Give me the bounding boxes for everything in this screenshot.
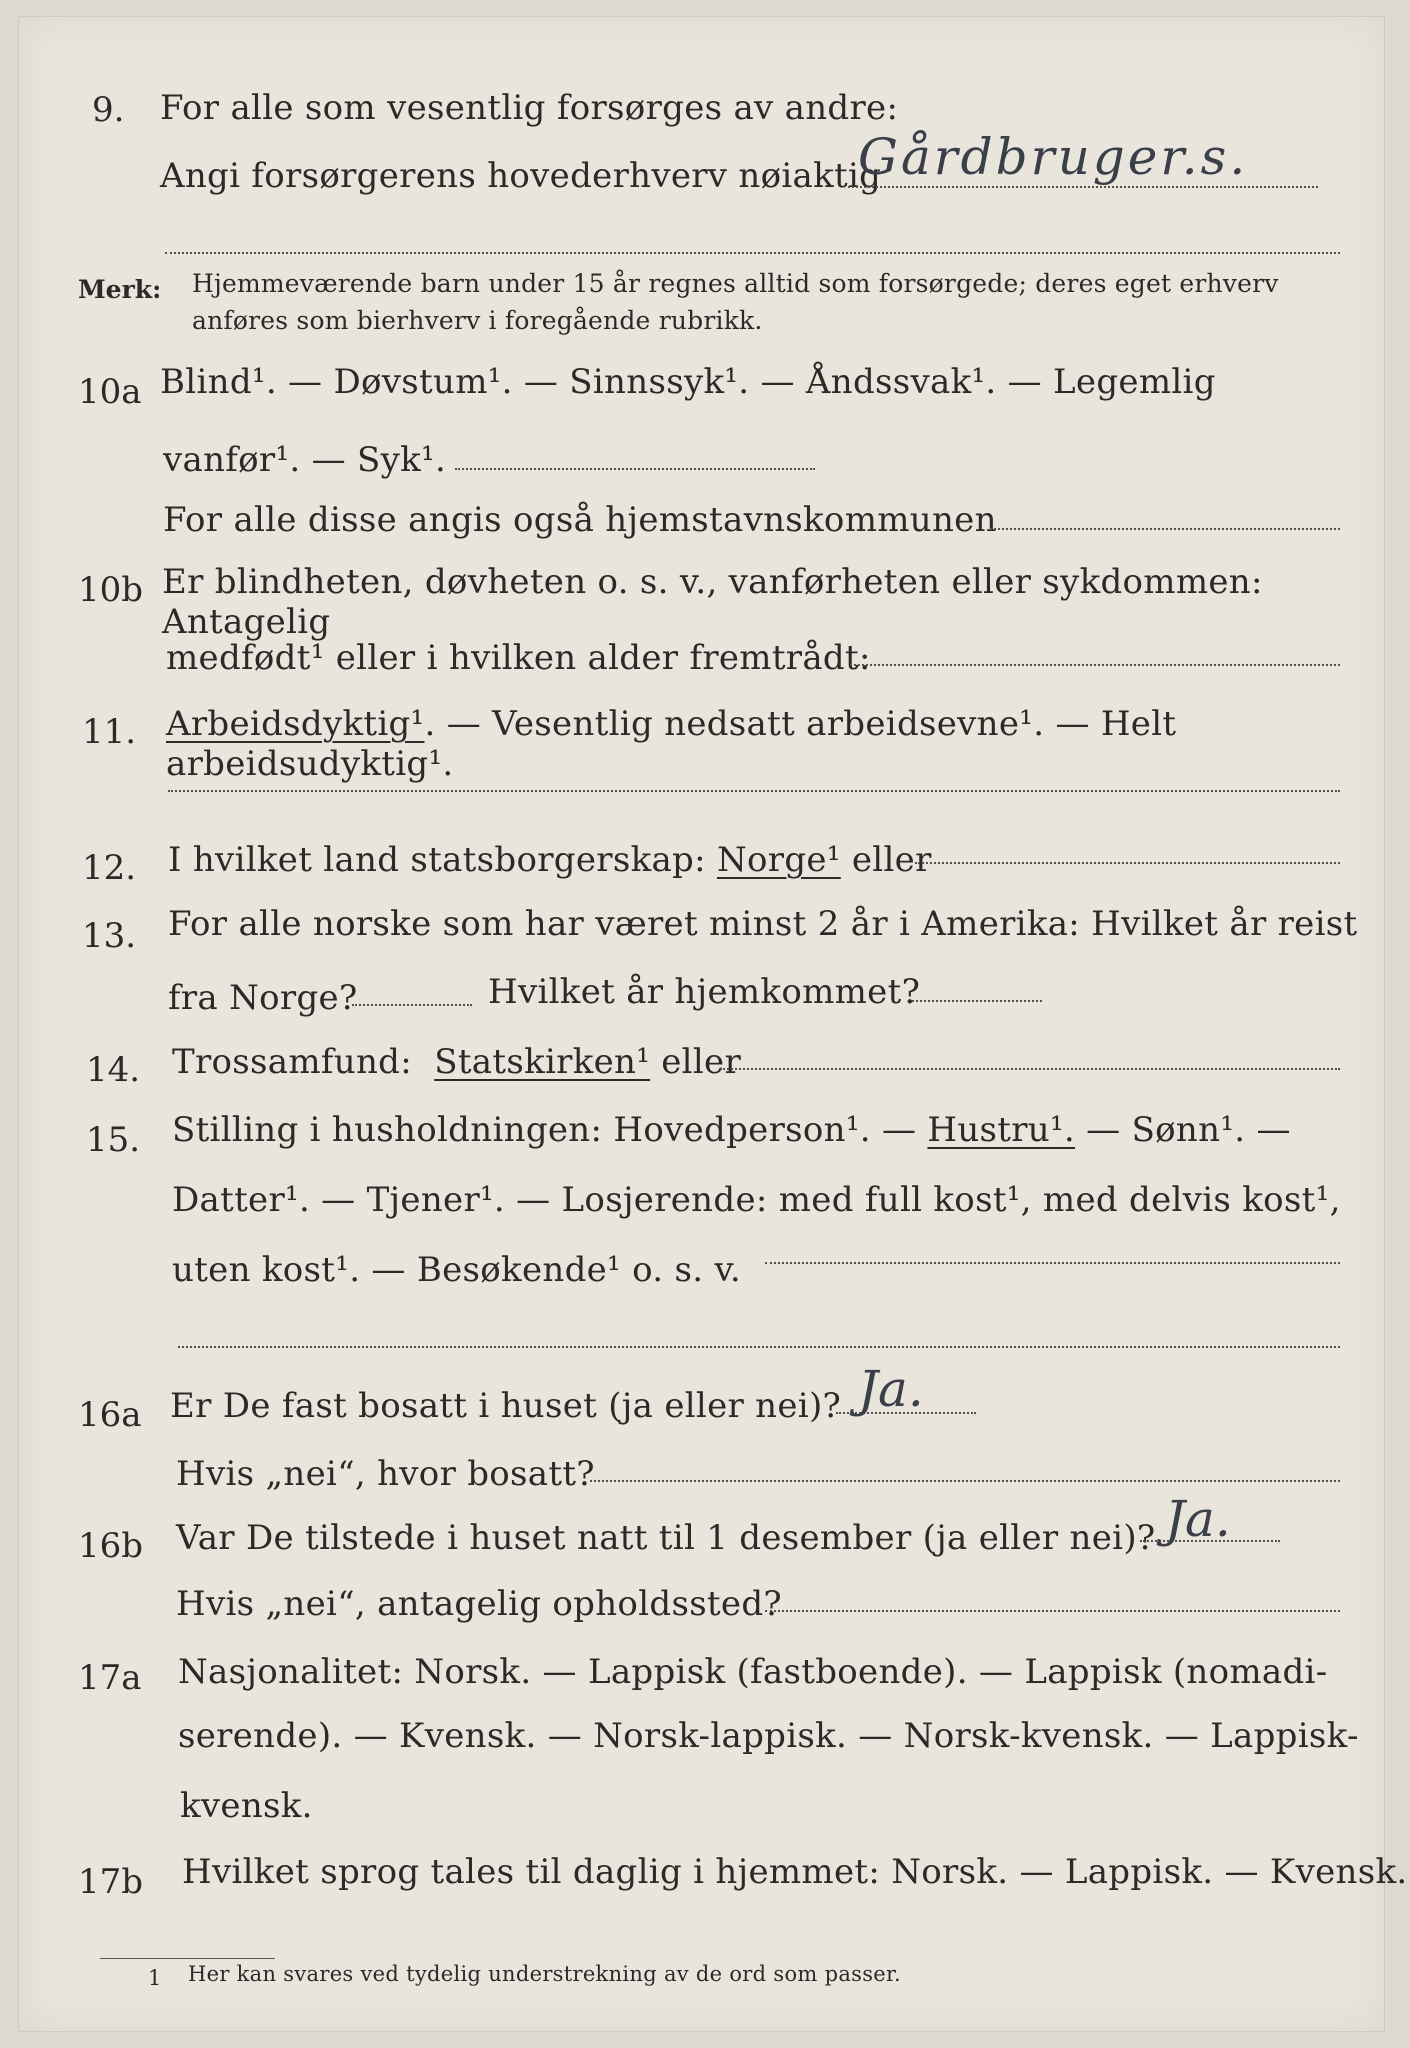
q12-label: I hvilket land statsborgerskap: — [168, 840, 706, 880]
q13-line2a: fra Norge? — [168, 978, 358, 1018]
q16a-line2: Hvis „nei“, hvor bosatt? — [176, 1454, 595, 1494]
question-number-15: 15. — [86, 1120, 141, 1160]
q9-extra-line — [165, 252, 1340, 254]
q11-text — [166, 704, 1409, 784]
question-number-10b: 10b — [78, 570, 144, 610]
question-number-11: 11. — [82, 712, 137, 752]
q10b-line1: Er blindheten, døvheten o. s. v., vanførheten eller sykdommen: Antagelig — [162, 562, 1263, 642]
q10a-line2: vanfør¹. — Syk¹. — [163, 440, 447, 480]
merk-label: Merk: — [78, 275, 162, 304]
q10b-line2: medfødt¹ eller i hvilken alder fremtrådt: — [166, 638, 871, 678]
q16b-handwritten-answer: Ja. — [1165, 1490, 1231, 1548]
question-number-12: 12. — [82, 848, 137, 888]
merk-line2: anføres som bierhverv i foregående rubrikk. — [192, 306, 763, 335]
q15-answer-line — [765, 1262, 1340, 1264]
q11-option-arbeidsdyktig: Arbeidsdyktig¹ — [166, 704, 425, 744]
question-number-17b: 17b — [78, 1862, 144, 1902]
q16a-line2-answer-line — [590, 1480, 1340, 1482]
q9-handwritten-answer: Gårdbruger.s. — [858, 128, 1249, 186]
q15-extra-line — [178, 1346, 1340, 1348]
q16b-line1: Var De tilstede i huset natt til 1 desember (ja eller nei)? — [176, 1518, 1156, 1558]
q12-tail: eller — [851, 840, 932, 880]
q15-line3: uten kost¹. — Besøkende¹ o. s. v. — [172, 1250, 742, 1290]
q13-reist-answer-line — [352, 1004, 472, 1006]
q10a-line3: For alle disse angis også hjemstavnskommunen — [163, 500, 997, 540]
footnote-separator — [100, 1958, 275, 1959]
footnote-text: Her kan svares ved tydelig understrekning av de ord som passer. — [188, 1962, 902, 1986]
question-number-16a: 16a — [78, 1395, 142, 1435]
q13-hjemkommet-answer-line — [912, 1000, 1042, 1002]
q12-answer-line — [915, 862, 1340, 864]
q16b-line2: Hvis „nei“, antagelig opholdssted? — [176, 1584, 782, 1624]
q14-text — [172, 1042, 741, 1082]
q9-line1: For alle som vesentlig forsørges av andre: — [160, 88, 899, 128]
footnote-marker: 1 — [148, 1966, 162, 1990]
q13-line1: For alle norske som har været minst 2 år i Amerika: Hvilket år reist — [168, 904, 1358, 944]
question-number-17a: 17a — [78, 1658, 142, 1698]
q16a-handwritten-answer: Ja. — [858, 1360, 924, 1418]
q12-text — [168, 840, 932, 880]
question-number-16b: 16b — [78, 1526, 144, 1566]
q15-line1b: — Sønn¹. — — [1086, 1110, 1291, 1150]
q16b-line2-answer-line — [765, 1610, 1340, 1612]
question-number-14: 14. — [86, 1050, 141, 1090]
question-number-9: 9. — [92, 90, 125, 130]
q17a-line1: Nasjonalitet: Norsk. — Lappisk (fastboende). — Lappisk (nomadi- — [178, 1652, 1328, 1692]
q14-tail: eller — [661, 1042, 742, 1082]
q10a-line2-answer-line — [455, 468, 815, 470]
q16a-line1: Er De fast bosatt i huset (ja eller nei)? — [170, 1386, 842, 1426]
question-number-10a: 10a — [78, 372, 142, 412]
q14-answer-line — [720, 1068, 1340, 1070]
q12-option-norge: Norge¹ — [716, 840, 841, 880]
q15-line1a: Stilling i husholdningen: Hovedperson¹. — — [172, 1110, 917, 1150]
q17a-line2: serende). — Kvensk. — Norsk-lappisk. — Norsk-kvensk. — Lappisk- — [178, 1716, 1359, 1756]
q9-line2: Angi forsørgerens hovederhverv nøiaktig — [160, 156, 882, 196]
q10a-line1: Blind¹. — Døvstum¹. — Sinnssyk¹. — Åndssvak¹. — Legemlig — [160, 362, 1216, 402]
q10a-line3-answer-line — [990, 528, 1340, 530]
q17b-line1: Hvilket sprog tales til daglig i hjemmet: Norsk. — Lappisk. — Kvensk. — [182, 1852, 1408, 1892]
merk-line1: Hjemmeværende barn under 15 år regnes alltid som forsørgede; deres eget erhverv — [192, 269, 1279, 298]
question-number-13: 13. — [82, 916, 137, 956]
q11-extra-line — [168, 790, 1340, 792]
q14-option-statskirken: Statskirken¹ — [434, 1042, 651, 1082]
q10b-answer-line — [850, 664, 1340, 666]
q15-line1 — [172, 1110, 1291, 1150]
q9-answer-line — [848, 186, 1318, 188]
q11-rest: . — Vesentlig nedsatt arbeidsevne¹. — Helt arbeidsudyktig¹. — [166, 704, 1177, 784]
q15-line2: Datter¹. — Tjener¹. — Losjerende: med full kost¹, med delvis kost¹, — [172, 1180, 1341, 1220]
q17a-line3: kvensk. — [180, 1786, 313, 1826]
q15-option-hustru: Hustru¹. — [927, 1110, 1076, 1150]
q13-line2b: Hvilket år hjemkommet? — [488, 972, 921, 1012]
q14-label: Trossamfund: — [172, 1042, 413, 1082]
